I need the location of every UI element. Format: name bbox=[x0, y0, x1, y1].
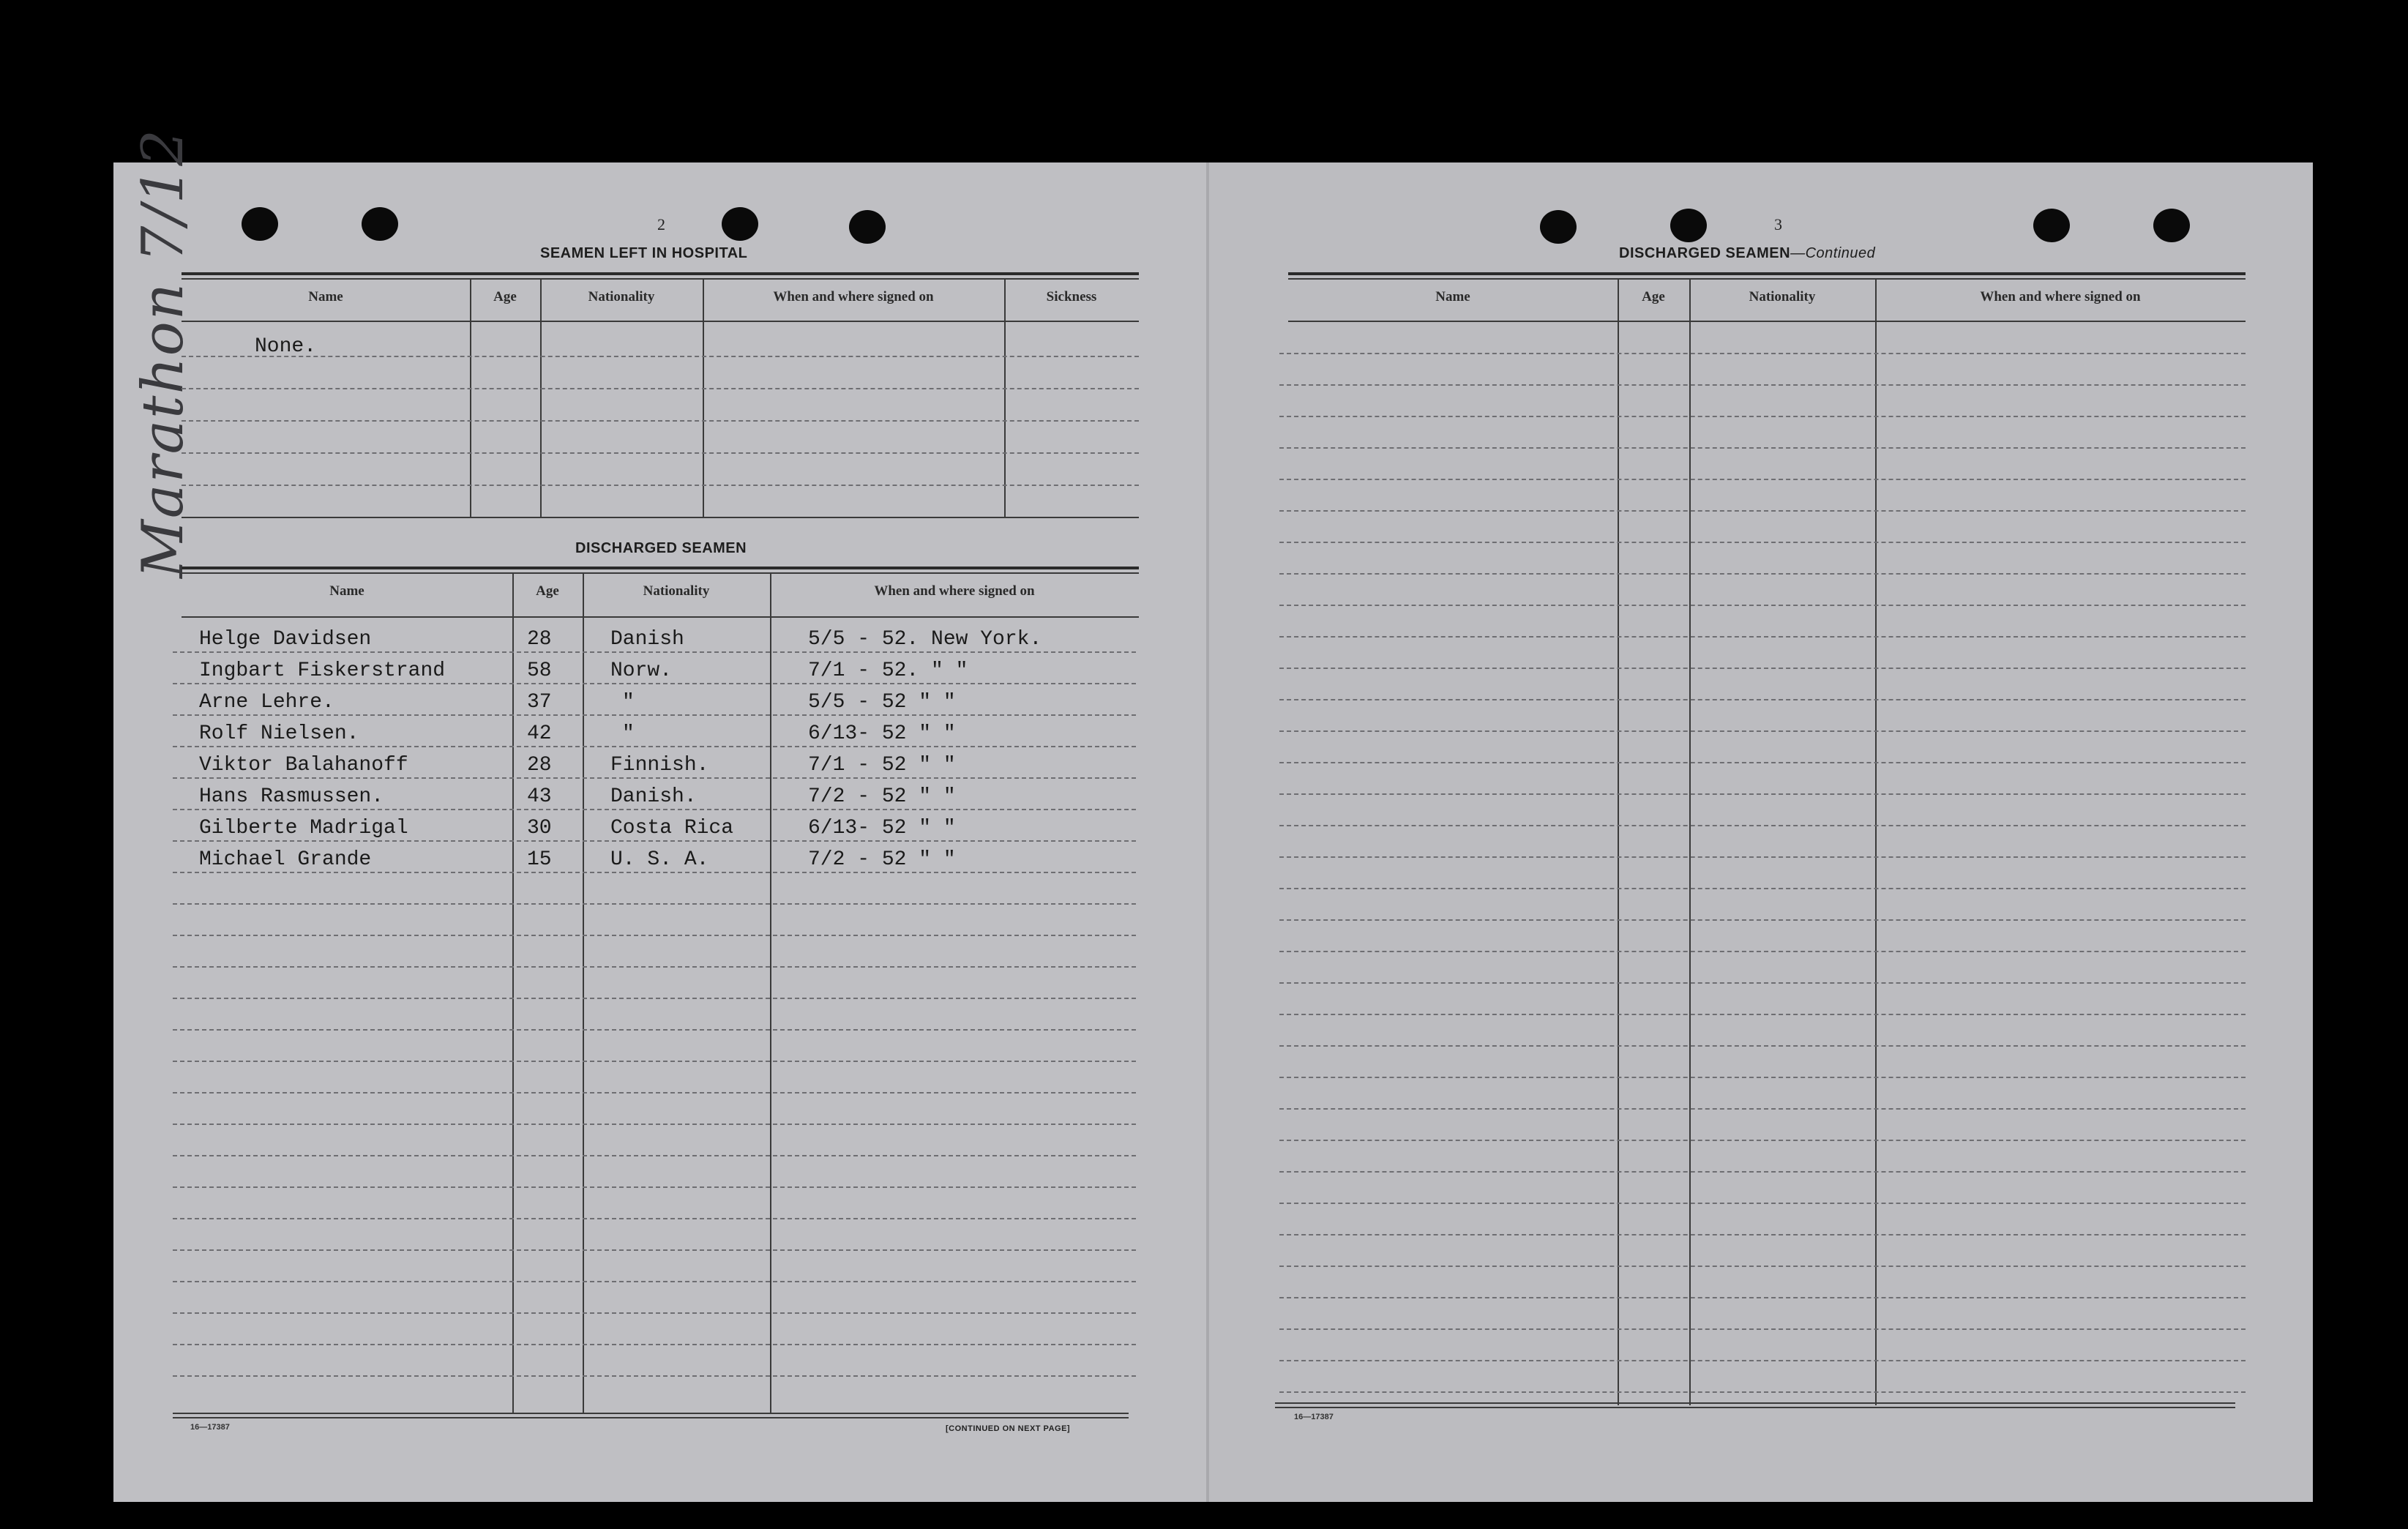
discharged-name: Viktor Balahanoff bbox=[199, 754, 408, 777]
discharged-signed-on: 6/13- 52 " " bbox=[808, 817, 956, 840]
ruled-line bbox=[1279, 1203, 2246, 1204]
discharged-age: 15 bbox=[527, 848, 552, 871]
ruled-line bbox=[182, 356, 1139, 357]
discharged-signed-on: 6/13- 52 " " bbox=[808, 722, 956, 745]
ruled-line bbox=[1279, 1266, 2246, 1267]
col-header-nationality: Nationality bbox=[1749, 289, 1816, 304]
ruled-line bbox=[173, 1155, 1136, 1156]
page-fold bbox=[1206, 162, 1209, 1502]
page-number: 2 bbox=[657, 215, 665, 233]
ruled-line bbox=[173, 714, 1136, 716]
ruled-line bbox=[1279, 1234, 2246, 1235]
col-header-signed-on: When and where signed on bbox=[1980, 289, 2141, 304]
ruled-line bbox=[182, 388, 1139, 389]
ruled-line bbox=[173, 872, 1136, 873]
ruled-line bbox=[173, 1375, 1136, 1377]
ruled-line bbox=[1279, 730, 2246, 732]
table-rule bbox=[1275, 1402, 2235, 1404]
col-header-age: Age bbox=[536, 583, 559, 599]
column-divider bbox=[470, 278, 471, 518]
ruled-line bbox=[1279, 982, 2246, 984]
punch-hole bbox=[722, 207, 758, 241]
col-header-name: Name bbox=[1435, 289, 1470, 304]
discharged-name: Arne Lehre. bbox=[199, 691, 334, 714]
handwritten-note: Marathon 7/12 bbox=[130, 128, 196, 578]
ruled-line bbox=[1279, 1328, 2246, 1330]
ruled-line bbox=[1279, 825, 2246, 826]
ruled-line bbox=[173, 651, 1136, 653]
ruled-line bbox=[173, 1312, 1136, 1314]
ruled-line bbox=[1279, 1045, 2246, 1047]
col-header-signed-on: When and where signed on bbox=[773, 289, 934, 304]
col-header-name: Name bbox=[308, 289, 343, 304]
col-header-sickness: Sickness bbox=[1046, 289, 1097, 304]
punch-hole bbox=[2033, 209, 2070, 242]
col-header-age: Age bbox=[1642, 289, 1665, 304]
discharged-nationality: " bbox=[622, 691, 635, 714]
ruled-line bbox=[1279, 573, 2246, 575]
discharged-name: Ingbart Fiskerstrand bbox=[199, 659, 446, 682]
table-rule bbox=[182, 572, 1139, 574]
ruled-line bbox=[173, 1186, 1136, 1188]
discharged-age: 43 bbox=[527, 785, 552, 808]
discharged-name: Helge Davidsen bbox=[199, 628, 372, 651]
discharged-continued-title bbox=[1619, 245, 1875, 262]
table-rule bbox=[182, 517, 1139, 518]
discharged-nationality: Danish. bbox=[610, 785, 697, 808]
ruled-line bbox=[1279, 479, 2246, 480]
col-header-nationality: Nationality bbox=[588, 289, 655, 304]
ruled-line bbox=[173, 777, 1136, 779]
ruled-line bbox=[1279, 762, 2246, 763]
ruled-line bbox=[1279, 1108, 2246, 1110]
discharged-age: 58 bbox=[527, 659, 552, 682]
discharged-nationality: Danish bbox=[610, 628, 684, 651]
discharged-nationality: Norw. bbox=[610, 659, 673, 682]
ruled-line bbox=[173, 746, 1136, 747]
ruled-line bbox=[1279, 919, 2246, 921]
ruled-line bbox=[182, 420, 1139, 422]
ruled-line bbox=[1279, 1297, 2246, 1298]
discharged-age: 28 bbox=[527, 628, 552, 651]
discharged-nationality: Costa Rica bbox=[610, 817, 734, 840]
hospital-none-entry: None. bbox=[255, 335, 317, 358]
ruled-line bbox=[173, 1218, 1136, 1219]
discharged-age: 30 bbox=[527, 817, 552, 840]
table-rule bbox=[173, 1413, 1129, 1414]
ruled-line bbox=[1279, 699, 2246, 700]
table-rule bbox=[182, 278, 1139, 280]
discharged-nationality: " bbox=[622, 722, 635, 745]
ruled-line bbox=[173, 1092, 1136, 1094]
ruled-line bbox=[1279, 951, 2246, 952]
discharged-signed-on: 7/2 - 52 " " bbox=[808, 785, 956, 808]
punch-hole bbox=[2153, 209, 2190, 242]
ruled-line bbox=[173, 998, 1136, 999]
ruled-line bbox=[1279, 542, 2246, 543]
ruled-line bbox=[1279, 1077, 2246, 1078]
ruled-line bbox=[1279, 636, 2246, 638]
col-header-name: Name bbox=[329, 583, 364, 599]
table-rule bbox=[1288, 321, 2246, 322]
punch-hole bbox=[242, 207, 278, 241]
ruled-line bbox=[1279, 1171, 2246, 1173]
ruled-line bbox=[1279, 888, 2246, 889]
column-divider bbox=[512, 572, 514, 1414]
hospital-section-title: SEAMEN LEFT IN HOSPITAL bbox=[540, 245, 748, 261]
punch-hole bbox=[1670, 209, 1707, 242]
table-rule bbox=[1288, 272, 2246, 275]
column-divider bbox=[703, 278, 704, 518]
continued-note: [CONTINUED ON NEXT PAGE] bbox=[946, 1424, 1071, 1433]
discharged-name: Rolf Nielsen. bbox=[199, 722, 359, 745]
ruled-line bbox=[173, 1029, 1136, 1031]
col-header-age: Age bbox=[493, 289, 517, 304]
discharged-signed-on: 5/5 - 52 " " bbox=[808, 691, 956, 714]
table-rule bbox=[173, 1417, 1129, 1418]
ruled-line bbox=[1279, 605, 2246, 606]
ruled-line bbox=[1279, 353, 2246, 354]
discharged-name: Michael Grande bbox=[199, 848, 372, 871]
ruled-line bbox=[173, 840, 1136, 842]
table-rule bbox=[182, 616, 1139, 618]
ruled-line bbox=[1279, 416, 2246, 417]
discharged-age: 28 bbox=[527, 754, 552, 777]
col-header-nationality: Nationality bbox=[643, 583, 710, 599]
ruled-line bbox=[1279, 856, 2246, 858]
ruled-line bbox=[1279, 1014, 2246, 1015]
form-number: 16—17387 bbox=[190, 1423, 230, 1432]
table-rule bbox=[182, 272, 1139, 275]
discharged-signed-on: 7/1 - 52. " " bbox=[808, 659, 968, 682]
ruled-line bbox=[1279, 510, 2246, 512]
discharged-continued-title-suffix: —Continued bbox=[1790, 245, 1876, 261]
ruled-line bbox=[173, 1249, 1136, 1251]
discharged-name: Hans Rasmussen. bbox=[199, 785, 384, 808]
punch-hole bbox=[362, 207, 398, 241]
discharged-name: Gilberte Madrigal bbox=[199, 817, 408, 840]
discharged-signed-on: 5/5 - 52. New York. bbox=[808, 628, 1042, 651]
ruled-line bbox=[182, 485, 1139, 486]
form-number: 16—17387 bbox=[1294, 1413, 1334, 1421]
ruled-line bbox=[173, 1344, 1136, 1345]
ruled-line bbox=[173, 935, 1136, 936]
table-rule bbox=[182, 321, 1139, 322]
right-page bbox=[1208, 162, 2313, 1502]
col-header-signed-on: When and where signed on bbox=[874, 583, 1035, 599]
page-number: 3 bbox=[1774, 215, 1782, 233]
table-rule bbox=[1288, 278, 2246, 280]
ruled-line bbox=[173, 903, 1136, 905]
ruled-line bbox=[1279, 668, 2246, 669]
discharged-nationality: U. S. A. bbox=[610, 848, 709, 871]
discharged-section-title: DISCHARGED SEAMEN bbox=[575, 540, 747, 556]
punch-hole bbox=[1540, 210, 1577, 244]
column-divider bbox=[540, 278, 542, 518]
ruled-line bbox=[173, 966, 1136, 968]
ruled-line bbox=[173, 1281, 1136, 1282]
discharged-nationality: Finnish. bbox=[610, 754, 709, 777]
discharged-signed-on: 7/2 - 52 " " bbox=[808, 848, 956, 871]
ruled-line bbox=[182, 452, 1139, 454]
punch-hole bbox=[849, 210, 886, 244]
ruled-line bbox=[173, 809, 1136, 810]
ruled-line bbox=[1279, 793, 2246, 795]
column-divider bbox=[583, 572, 584, 1414]
ruled-line bbox=[173, 1124, 1136, 1125]
ruled-line bbox=[173, 1061, 1136, 1062]
ruled-line bbox=[1279, 1140, 2246, 1141]
ruled-line bbox=[1279, 447, 2246, 449]
ruled-line bbox=[173, 683, 1136, 684]
discharged-signed-on: 7/1 - 52 " " bbox=[808, 754, 956, 777]
table-rule bbox=[1275, 1407, 2235, 1408]
table-rule bbox=[182, 567, 1139, 569]
column-divider bbox=[770, 572, 771, 1414]
discharged-continued-title-main: DISCHARGED SEAMEN bbox=[1619, 245, 1791, 261]
column-divider bbox=[1004, 278, 1006, 518]
discharged-age: 42 bbox=[527, 722, 552, 745]
ruled-line bbox=[1279, 384, 2246, 386]
ruled-line bbox=[1279, 1360, 2246, 1361]
ruled-line bbox=[1279, 1391, 2246, 1393]
discharged-age: 37 bbox=[527, 691, 552, 714]
